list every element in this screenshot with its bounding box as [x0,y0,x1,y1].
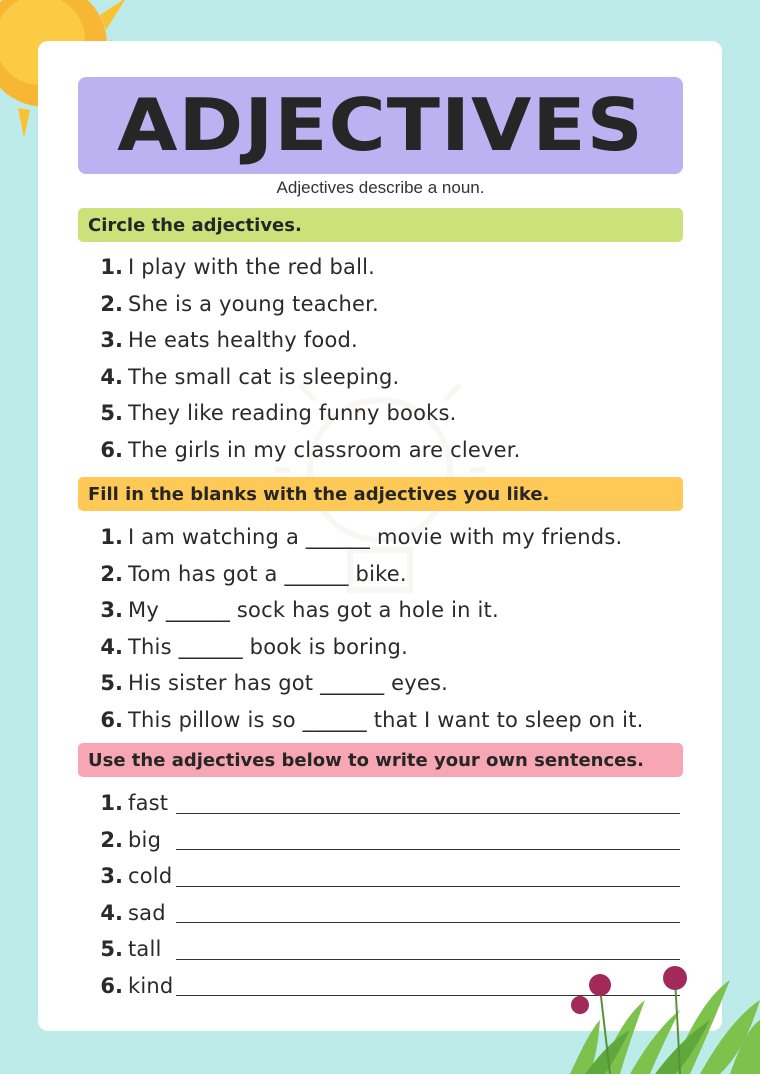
item-text: He eats healthy food. [128,328,358,353]
item-number: 1. [100,525,123,550]
item-number: 2. [100,291,123,316]
list-item [92,395,521,432]
adjective-word: kind [128,973,174,998]
list-item [92,322,521,359]
item-number: 6. [100,973,123,998]
item-number: 2. [100,561,123,586]
list-item [92,249,521,286]
item-number: 6. [100,707,123,732]
item-number: 3. [100,328,123,353]
list-item [92,359,521,396]
list-item [92,895,680,932]
list-item [92,785,680,822]
item-number: 3. [100,598,123,623]
adjective-word: sad [128,900,166,925]
adjective-word: tall [128,937,162,962]
adjective-word: cold [128,864,173,889]
list-item [92,629,644,666]
writing-line[interactable] [176,922,680,923]
item-text: The girls in my classroom are clever. [128,437,521,462]
title-banner [78,77,683,174]
item-text: The small cat is sleeping. [128,364,400,389]
adjective-word: big [128,827,162,852]
flowers-grass-icon [560,960,760,1074]
fill-blanks-list [92,519,644,738]
writing-line[interactable] [176,886,680,887]
item-text: My ______ sock has got a hole in it. [128,598,499,623]
item-text: Tom has got a ______ bike. [128,561,407,586]
item-text: They like reading funny books. [128,401,457,426]
item-text: I play with the red ball. [128,255,376,280]
item-number: 6. [100,437,123,462]
item-number: 5. [100,671,123,696]
item-text: I am watching a ______ movie with my friends. [128,525,623,550]
item-text: This pillow is so ______ that I want to sleep on it. [128,707,644,732]
subtitle: Adjectives describe a noun. [276,178,485,197]
item-text: She is a young teacher. [128,291,379,316]
section-heading-fill-blanks: Fill in the blanks with the adjectives you like. [78,477,683,511]
item-number: 3. [100,864,123,889]
circle-adjectives-list [92,249,521,468]
section-heading-circle: Circle the adjectives. [78,208,683,242]
item-number: 4. [100,900,123,925]
writing-line[interactable] [176,849,680,850]
item-number: 1. [100,791,123,816]
page-title: ADJECTIVES [117,84,644,167]
adjective-word: fast [128,791,169,816]
list-item [92,702,644,739]
item-number: 5. [100,401,123,426]
list-item [92,665,644,702]
writing-line[interactable] [176,813,680,814]
list-item [92,519,644,556]
list-item [92,858,680,895]
item-number: 4. [100,364,123,389]
item-number: 1. [100,255,123,280]
item-number: 4. [100,634,123,659]
item-text: This ______ book is boring. [128,634,408,659]
list-item [92,592,644,629]
item-number: 5. [100,937,123,962]
item-text: His sister has got ______ eyes. [128,671,449,696]
list-item [92,286,521,323]
list-item [92,822,680,859]
list-item [92,556,644,593]
list-item [92,432,521,469]
section-heading-write-sentences: Use the adjectives below to write your own sentences. [78,743,683,777]
item-number: 2. [100,827,123,852]
